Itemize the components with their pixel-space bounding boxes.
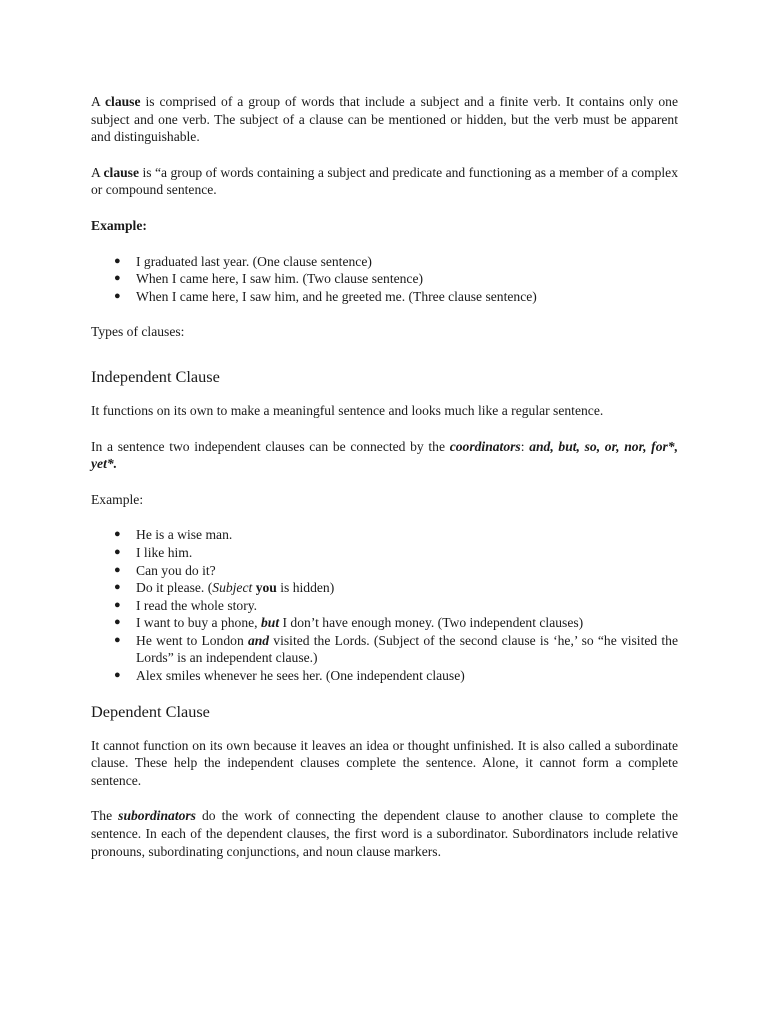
list-item-text: When I came here, I saw him. (Two clause sentence) — [136, 271, 424, 287]
term-clause: clause — [103, 164, 140, 180]
dependent-clause-heading: Dependent Clause — [91, 701, 210, 721]
text-run: He went to London — [136, 632, 248, 648]
list-item-text: I graduated last year. (One clause sentence) — [136, 253, 372, 269]
list-item-text: When I came here, I saw him, and he greeted me. (Three clause sentence) — [136, 288, 537, 304]
independent-clause-heading: Independent Clause — [91, 366, 220, 386]
bullet-icon: ● — [114, 669, 121, 682]
example-label: Example: — [91, 491, 144, 507]
coordinators-paragraph — [91, 438, 678, 473]
types-label: Types of clauses: — [91, 324, 185, 340]
text-run: is “a group of words containing a subject and predicate and functioning as a member of a complex or compound sentence. — [91, 164, 678, 198]
and-word: and — [247, 632, 270, 648]
bullet-icon: ● — [114, 563, 121, 576]
list-item — [91, 288, 678, 306]
list-item — [91, 562, 678, 580]
bullet-icon: ● — [114, 254, 121, 267]
list-item-text: Can you do it? — [136, 562, 216, 578]
list-item-text: He is a wise man. — [136, 527, 233, 543]
bullet-icon: ● — [114, 545, 121, 558]
text-run: Do it please. ( — [136, 580, 213, 596]
bullet-icon: ● — [114, 289, 121, 302]
text-run: In a sentence two independent clauses can be connected by the — [91, 438, 450, 454]
you-word: you — [255, 580, 277, 596]
list-item-text: Alex smiles whenever he sees her. (One independent clause) — [136, 668, 465, 684]
example-label-text: Example: — [91, 217, 147, 233]
text-run: A — [91, 94, 106, 109]
independent-definition-paragraph: It functions on its own to make a meaningful sentence and looks much like a regular sentence. — [91, 402, 604, 418]
list-item — [91, 667, 678, 685]
text-run: is hidden) — [276, 580, 335, 596]
bullet-icon: ● — [114, 528, 121, 541]
list-item — [91, 579, 678, 597]
list-item — [91, 632, 678, 667]
coordinator-list: and, but, so, or, nor, for*, yet*. — [91, 438, 678, 472]
bullet-icon: ● — [114, 581, 121, 594]
text-run: I don’t have enough money. (Two independent clauses) — [279, 615, 584, 631]
bullet-icon: ● — [114, 598, 121, 611]
text-run: The — [91, 808, 119, 824]
example-label — [91, 217, 678, 235]
document-page — [91, 93, 678, 860]
intro-example-list — [91, 253, 678, 306]
text-run: visited the Lords. (Subject of the second clause is ‘he,’ so “he visited the Lords” is an independent clause.) — [136, 632, 678, 666]
text-run: do the work of connecting the dependent clause to another clause to complete the sentence. In each of the dependent clauses, the first word is a subordinator. Subordinators include relative pronouns, subordinating conjunctions, and noun clause markers. — [91, 808, 678, 859]
clause-quote-paragraph — [91, 164, 678, 199]
bullet-icon: ● — [114, 616, 121, 629]
list-item — [91, 597, 678, 615]
dependent-definition-paragraph: It cannot function on its own because it leaves an idea or thought unfinished. It is also called a subordinate clause. These help the independent clauses complete the sentence. Alone, it cannot form a complete sentence. — [91, 737, 678, 788]
list-item — [91, 253, 678, 271]
list-item-text: I read the whole story. — [136, 597, 258, 613]
clause-definition-paragraph — [91, 93, 678, 146]
but-word: but — [260, 615, 280, 631]
text-run: is comprised of a group of words that include a subject and a finite verb. It contains only one subject and one verb. The subject of a clause can be mentioned or hidden, but the verb must be apparent and distinguishable. — [91, 94, 678, 145]
bullet-icon: ● — [114, 272, 121, 285]
subject-word: Subject — [212, 580, 253, 596]
bullet-icon: ● — [114, 633, 121, 646]
list-item — [91, 614, 678, 632]
list-item — [91, 544, 678, 562]
text-run: I want to buy a phone, — [136, 615, 261, 631]
term-coordinators: coordinators — [449, 438, 521, 454]
list-item — [91, 526, 678, 544]
independent-example-list — [91, 526, 678, 684]
subordinators-paragraph — [91, 807, 678, 860]
list-item-text: I like him. — [136, 544, 193, 560]
text-run: A — [91, 164, 104, 180]
text-run: : — [520, 438, 530, 454]
list-item — [91, 270, 678, 288]
term-subordinators: subordinators — [118, 808, 196, 824]
term-clause: clause — [105, 94, 141, 109]
